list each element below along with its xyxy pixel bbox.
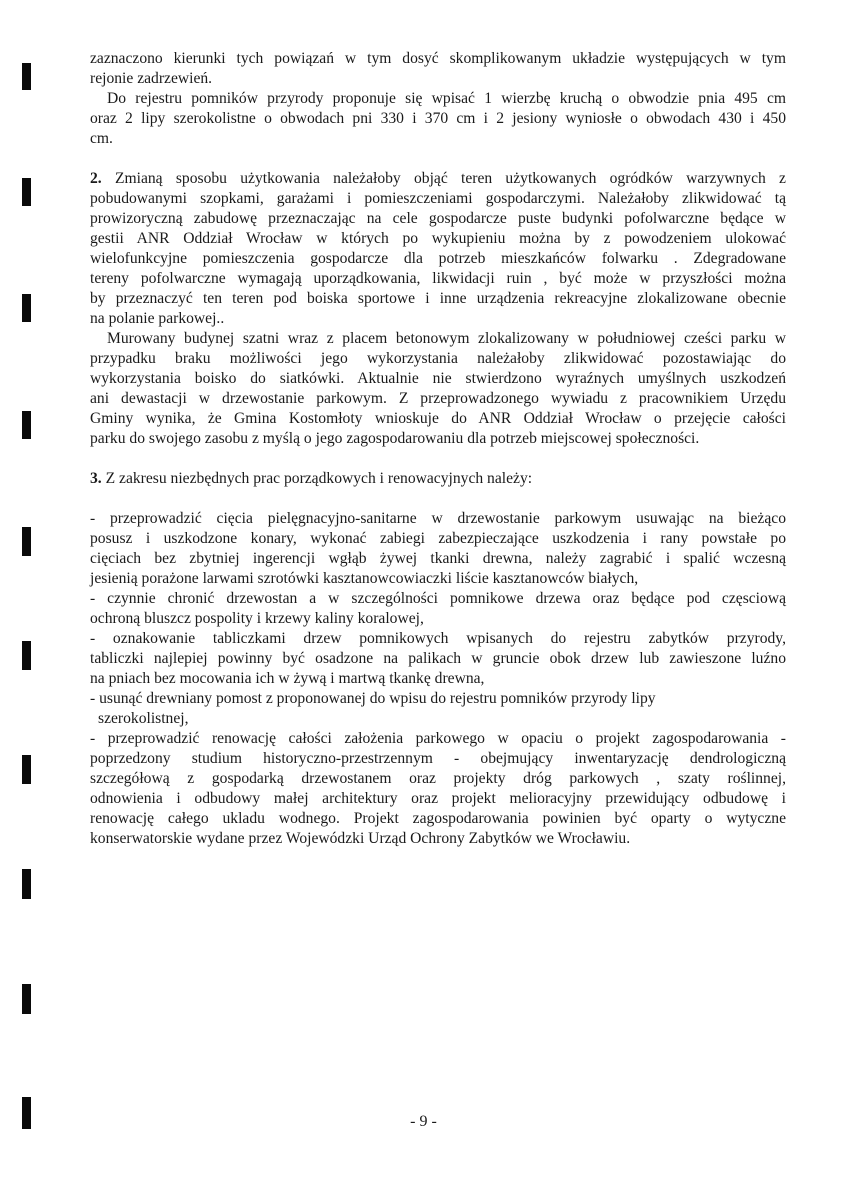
- page-number: - 9 -: [410, 1113, 437, 1130]
- text-line: ani dewastacji w drzewostanie parkowym. Z przeprowadzonego wywiadu z pracownikiem Urzędu: [90, 390, 786, 407]
- text-line: pobudowanymi szopkami, garażami i pomieszczeniami gospodarczymi. Należałoby zlikwidować tą: [90, 190, 786, 207]
- binder-mark: [22, 178, 31, 206]
- binder-mark: [22, 984, 31, 1014]
- text-line: poprzedzony studium historyczno-przestrzennym - obejmujący inwentaryzację dendrologiczną: [90, 750, 786, 767]
- text-line: gestii ANR Oddział Wrocław w których po wykupieniu można by z powodzeniem ulokować: [90, 230, 786, 247]
- text-line: 2. Zmianą sposobu użytkowania należałoby objąć teren użytkowanych ogródków warzywnych z: [90, 170, 786, 187]
- document-body: [90, 49, 786, 849]
- text-line: wykorzystania boisko do siatkówki. Aktualnie nie stwierdzono wyraźnych umyślnych uszkodzeń: [90, 370, 786, 387]
- text-line: renowację całego ukladu wodnego. Projekt zagospodarowania powinien być oparty o wytyczne: [90, 810, 786, 827]
- text-line: ochroną bluszcz pospolity i krzewy kaliny koralowej,: [90, 610, 424, 627]
- text-line: cięciach bez zbytniej ingerencji wgłąb żywej tkanki drewna, należy zagrabić i spalić wczesną: [90, 550, 786, 567]
- binder-mark: [22, 869, 31, 899]
- text-line: 3. Z zakresu niezbędnych prac porządkowych i renowacyjnych należy:: [90, 470, 533, 487]
- text-line: na polanie parkowej..: [90, 310, 225, 327]
- section-number: 3.: [90, 470, 102, 487]
- text-line: zaznaczono kierunki tych powiązań w tym dosyć skomplikowanym układzie występujących w tym: [90, 50, 786, 67]
- binder-mark: [22, 641, 31, 670]
- text-line: - przeprowadzić renowację całości założenia parkowego w opaciu o projekt zagospodarowania -: [90, 730, 786, 747]
- text-line: szerokolistnej,: [98, 710, 189, 727]
- text-line: szczegółową z gospodarką drzewostanem oraz projekty dróg parkowych , szaty roślinnej,: [90, 770, 786, 787]
- text-line: Murowany budynej szatni wraz z placem betonowym zlokalizowany w południowej cześci parku w: [107, 330, 786, 347]
- text-line: odnowienia i odbudowy małej architektury oraz projekt melioracyjny przewidujący odbudowę i: [90, 790, 786, 807]
- text-line: parku do swojego zasobu z myślą o jego zagospodarowaniu dla potrzeb miejscowej społeczności.: [90, 430, 700, 447]
- text-line: cm.: [90, 130, 113, 147]
- section-3-heading: [90, 469, 786, 489]
- text-line: posusz i uszkodzone konary, wykonać zabiegi zabezpieczające uszkodzenia i rany powstałe po: [90, 530, 786, 547]
- text-line: - oznakowanie tabliczkami drzew pomnikowych wpisanych do rejestru zabytków przyrody,: [90, 630, 786, 647]
- text-line: wielofunkcyjne pomieszczenia gospodarcze dla potrzeb mieszkańców folwarku . Zdegradowane: [90, 250, 786, 267]
- section-3-list: [90, 509, 786, 849]
- section-2: [90, 169, 786, 449]
- text-line: by przeznaczyć ten teren pod boiska sportowe i inne urządzenia rekreacyjne zlokalizowane obecnie: [90, 290, 786, 307]
- binder-mark: [22, 527, 31, 556]
- text-line: tabliczki najlepiej powinny być osadzone na palikach w gruncie obok drzew lub zawieszone luźno: [90, 650, 786, 667]
- text-line: - usunąć drewniany pomost z proponowanej do wpisu do rejestru pomników przyrody lipy: [90, 690, 656, 707]
- binder-mark: [22, 755, 31, 784]
- text-line: Gminy wynika, że Gmina Kostomłoty wnioskuje do ANR Oddział Wrocław o przejęcie całości: [90, 410, 786, 427]
- intro-paragraph: [90, 49, 786, 149]
- text-line: Do rejestru pomników przyrody proponuje się wpisać 1 wierzbę kruchą o obwodzie pnia 495 cm: [107, 90, 786, 107]
- binder-mark: [22, 63, 31, 90]
- text-line: - czynnie chronić drzewostan a w szczególności pomnikowe drzewa oraz będące pod częsciową: [90, 590, 786, 607]
- text-line: prowizoryczną zabudowę przeznaczając na cele gospodarcze puste budynki pofolwarczne będące w: [90, 210, 786, 227]
- text-line: przypadku braku możliwości jego wykorzystania należałoby zlikwidować pozostawiając do: [90, 350, 786, 367]
- text-line: - przeprowadzić cięcia pielęgnacyjno-sanitarne w drzewostanie parkowym usuwając na bieżąco: [90, 510, 786, 527]
- binder-mark: [22, 411, 31, 439]
- binder-mark: [22, 294, 31, 322]
- text-line: konserwatorskie wydane przez Wojewódzki Urząd Ochrony Zabytków we Wrocławiu.: [90, 830, 631, 847]
- text-line: rejonie zadrzewień.: [90, 70, 213, 87]
- text-line: oraz 2 lipy szerokolistne o obwodach pni 330 i 370 cm i 2 jesiony wyniosłe o obwodach 430 i 450: [90, 110, 786, 127]
- text-line: tereny pofolwarczne wymagają uporządkowania, likwidacji ruin , być może w przyszłości można: [90, 270, 786, 287]
- section-number: 2.: [90, 170, 102, 187]
- text-line: na pniach bez mocowania ich w żywą i martwą tkankę drewna,: [90, 670, 485, 687]
- text-line: jesienią porażone larwami szrotówki kasztanowcowiaczki liście kasztanowców białych,: [90, 570, 639, 587]
